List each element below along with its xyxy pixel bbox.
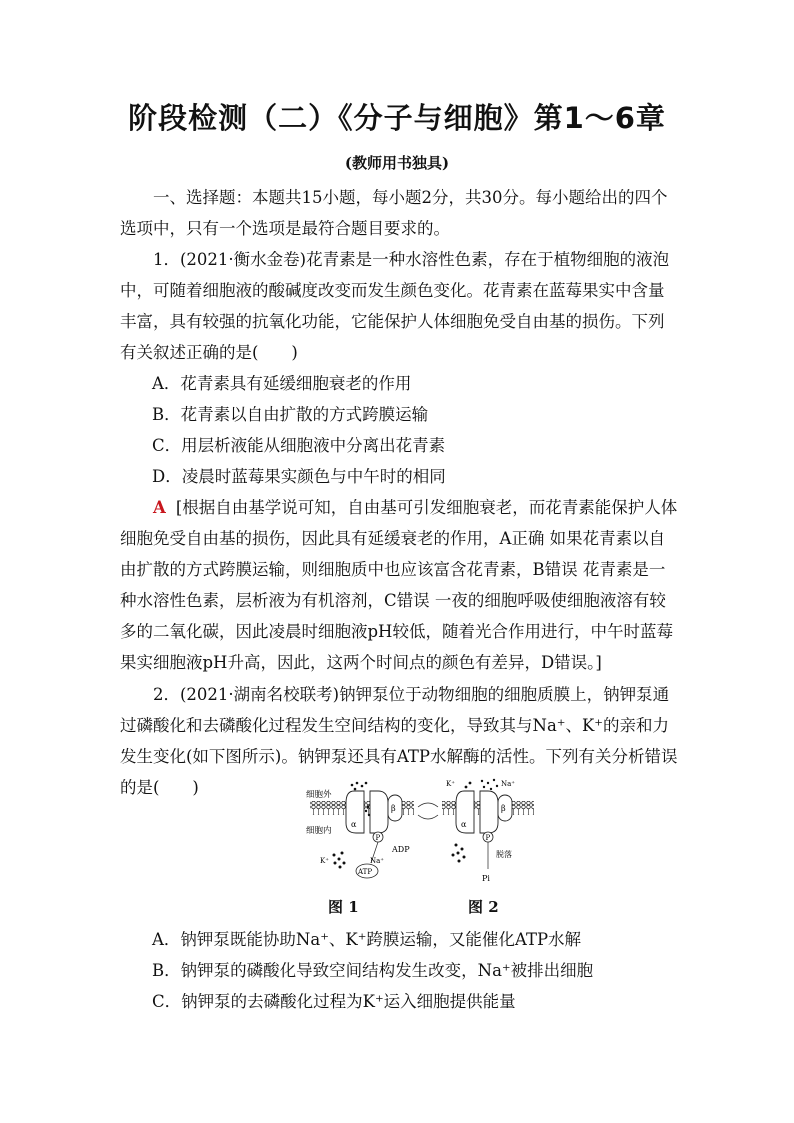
phosphate-2: P (485, 834, 491, 842)
alpha-1: α (351, 820, 357, 829)
k-dots-2 (452, 844, 466, 863)
question-1-option-b: B．花青素以自由扩散的方式跨膜运输 (152, 405, 429, 424)
question-1-option-a: A．花青素具有延缓细胞衰老的作用 (152, 374, 412, 393)
pump-figure-1 (320, 782, 410, 878)
phosphate-1: P (375, 834, 381, 842)
k-dots-1 (333, 852, 346, 869)
na-label-2: Na⁺ (501, 780, 515, 788)
pump-figure-2 (446, 779, 515, 883)
alpha-2: α (461, 820, 467, 829)
atp-label: ATP (358, 868, 373, 876)
k-label-1: K⁺ (320, 857, 329, 865)
adp-label: ADP (392, 845, 410, 854)
question-2-option-b: B．钠钾泵的磷酸化导致空间结构发生改变，Na⁺被排出细胞 (152, 961, 594, 980)
beta-1: β (391, 804, 396, 813)
question-1-stem: 1．(2021·衡水金卷)花青素是一种水溶性色素，存在于植物细胞的液泡中，可随着细胞液的酸碱度改变而发生颜色变化。花青素在蓝莓果实中含量丰富，具有较强的抗氧化功能，它能保护人体细胞免受自由基的损伤。下列有关叙述正确的是( ) (120, 250, 670, 362)
question-2-stem: 2．(2021·湖南名校联考)钠钾泵位于动物细胞的细胞质膜上，钠钾泵通过磷酸化和去磷酸化过程发生空间结构的变化，导致其与Na⁺、K⁺的亲和力发生变化(如下图所示)。钠钾泵还具有ATP水解酶的活性。下列有关分析错误的是( ) (120, 685, 678, 797)
figure-2-caption: 图 2 (468, 898, 499, 916)
na-dots-2 (465, 779, 499, 790)
answer-letter: A (153, 498, 166, 517)
fall-off-label: 脱落 (496, 850, 512, 859)
page-title: 阶段检测（二）《分子与细胞》第1～6章 (128, 101, 666, 135)
figure-1-caption: 图 1 (328, 898, 359, 916)
label-inside: 细胞内 (306, 826, 332, 836)
pi-label: Pi (482, 874, 490, 883)
sodium-potassium-pump-figure (306, 777, 536, 889)
beta-2: β (501, 804, 506, 813)
k-label-2: K⁺ (446, 780, 455, 788)
section-intro: 一、选择题：本题共15小题，每小题2分，共30分。每小题给出的四个选项中，只有一个选项是最符合题目要求的。 (120, 188, 668, 238)
page-subtitle: (教师用书独具) (344, 154, 450, 172)
question-2-option-c: C．钠钾泵的去磷酸化过程为K⁺运入细胞提供能量 (152, 992, 516, 1011)
arrow-back (418, 815, 438, 819)
label-outside: 细胞外 (306, 790, 332, 800)
question-1-answer (120, 492, 680, 678)
answer-explanation: [根据自由基学说可知，自由基可引发细胞衰老，而花青素能保护人体细胞免受自由基的损伤，因此具有延缓衰老的作用，A正确 如果花青素以自由扩散的方式跨膜运输，则细胞质中也应该富含花青素，B错误 花青素是一种水溶性色素，层析液为有机溶剂，C错误 一夜的细胞呼吸使细胞液溶有较多的二氧化碳，因此凌晨时细胞液pH较低，随着光合作用进行，中午时蓝莓果实细胞液pH升高，因此，这两个时间点的颜色有差异，D错误。] (120, 498, 678, 672)
na-label: Na⁺ (370, 857, 384, 865)
question-2-option-a: A．钠钾泵既能协助Na⁺、K⁺跨膜运输，又能催化ATP水解 (152, 930, 582, 949)
question-1-option-c: C．用层析液能从细胞液中分离出花青素 (152, 436, 446, 455)
question-1-option-d: D．凌晨时蓝莓果实颜色与中午时的相同 (152, 467, 446, 486)
arrow-forward (418, 803, 438, 807)
